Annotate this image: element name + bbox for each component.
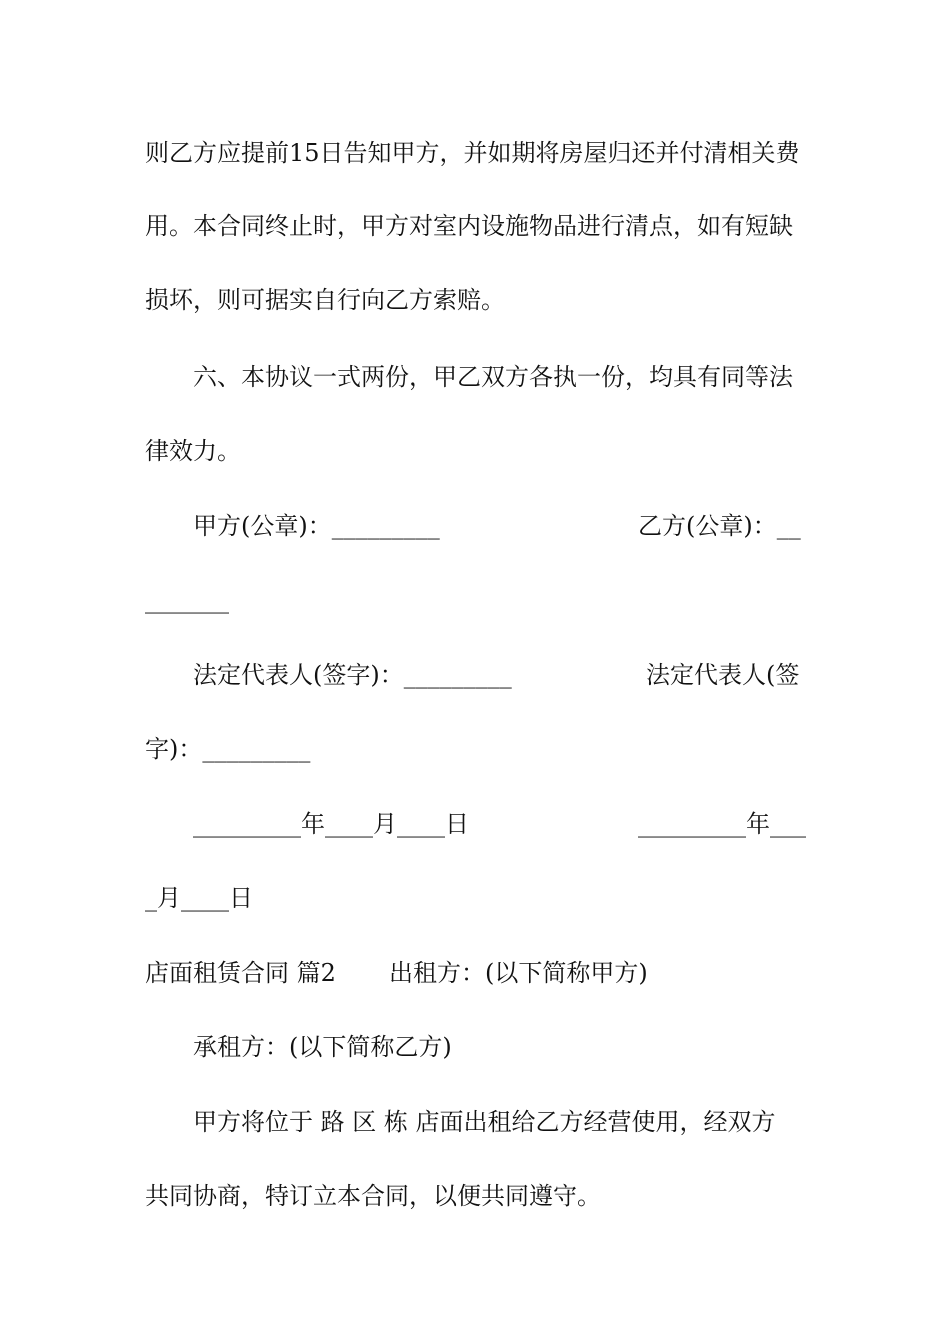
clause-six-line: 律效力。: [145, 437, 241, 465]
contract-body-line: 甲方将位于 路 区 栋 店面出租给乙方经营使用，经双方: [193, 1108, 776, 1136]
party-b-seal-field: 乙方(公章)：__: [638, 512, 801, 540]
paragraph-line: 则乙方应提前15日告知甲方，并如期将房屋归还并付清相关费: [145, 139, 800, 167]
party-b-date-field: _________年___: [638, 810, 806, 838]
lessee-line: 承租方：(以下简称乙方): [193, 1033, 452, 1061]
party-a-representative-field: 法定代表人(签字)：_________: [193, 661, 512, 689]
clause-six-line: 六、本协议一式两份，甲乙双方各执一份，均具有同等法: [193, 363, 793, 391]
paragraph-line: 损坏，则可据实自行向乙方索赔。: [145, 286, 505, 314]
section-heading: 店面租赁合同 篇2: [145, 959, 336, 987]
party-a-seal-field: 甲方(公章)：_________: [193, 512, 440, 540]
lessor-line: 出租方：(以下简称甲方): [389, 959, 648, 987]
party-b-representative-field-cont: 字)：_________: [145, 735, 311, 763]
paragraph-line: 用。本合同终止时，甲方对室内设施物品进行清点，如有短缺: [145, 212, 793, 240]
party-b-seal-field-cont: _______: [145, 586, 229, 614]
party-b-date-field-cont: _月____日: [145, 884, 253, 912]
contract-body-line: 共同协商，特订立本合同，以便共同遵守。: [145, 1182, 601, 1210]
party-b-representative-field: 法定代表人(签: [646, 661, 800, 689]
party-a-date-field: _________年____月____日: [193, 810, 469, 838]
